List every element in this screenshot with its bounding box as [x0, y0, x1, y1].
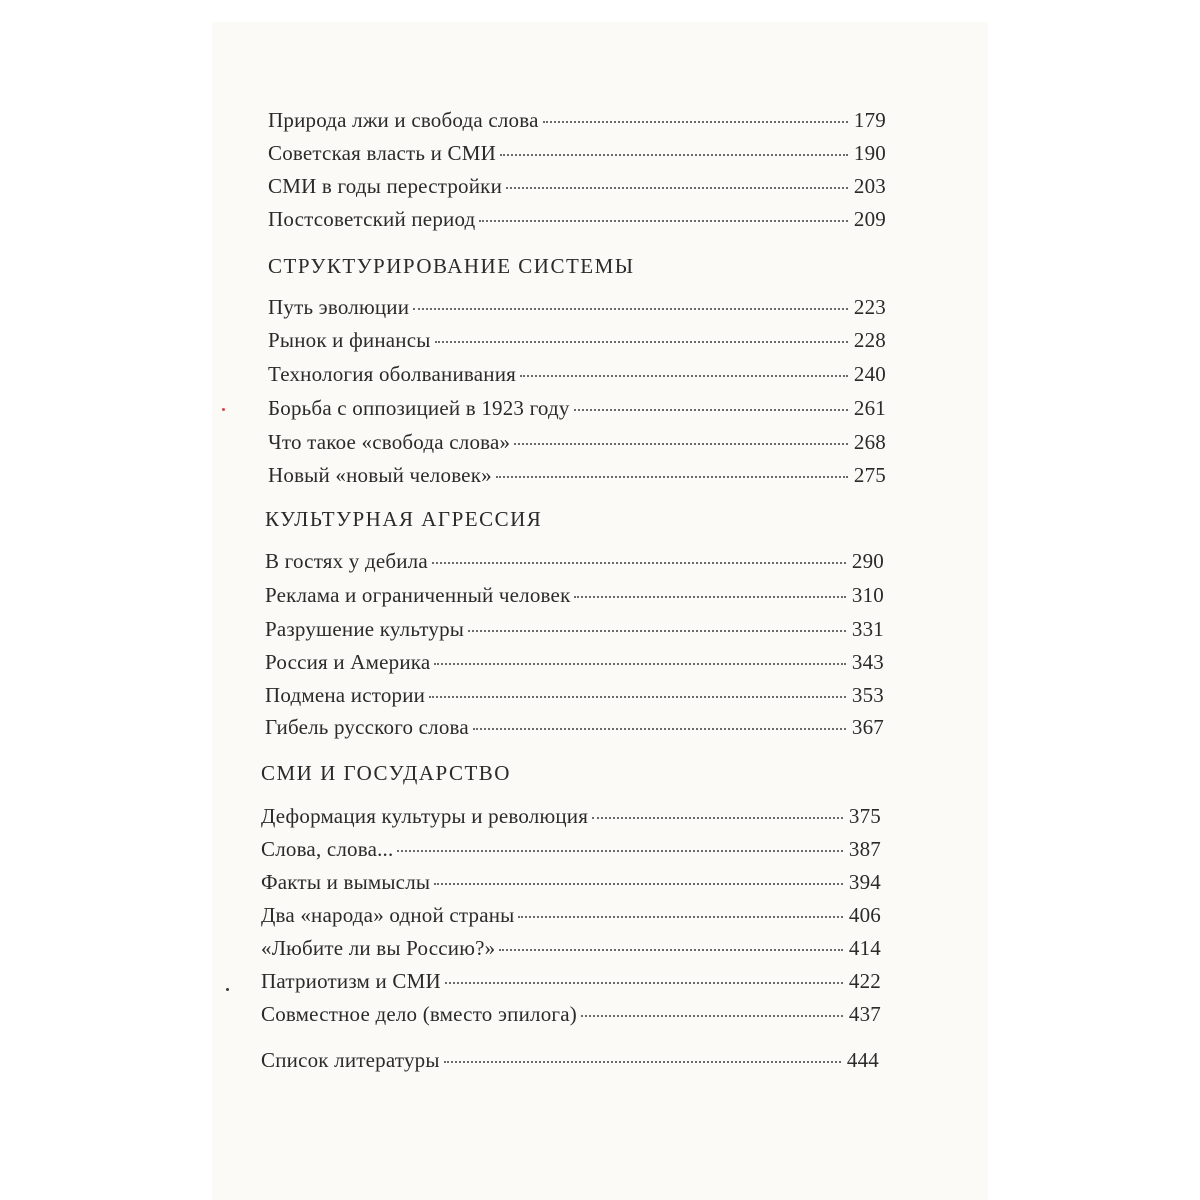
- dot-leader: [518, 916, 842, 918]
- toc-entry: [261, 936, 881, 966]
- dot-leader: [496, 476, 848, 478]
- toc-entry-page-number: 261: [853, 396, 886, 420]
- toc-entry-page-number: 209: [853, 207, 886, 231]
- dot-leader: [574, 596, 845, 598]
- dot-leader: [506, 187, 848, 189]
- toc-entry-title: «Любите ли вы Россию?»: [261, 936, 496, 960]
- toc-entry-page-number: 394: [848, 870, 881, 894]
- margin-mark-red: [222, 408, 225, 411]
- toc-entry: [261, 870, 881, 900]
- toc-entry-title: Что такое «свобода слова»: [268, 430, 511, 454]
- dot-leader: [592, 817, 843, 819]
- toc-entry-page-number: 203: [853, 174, 886, 198]
- toc-entry: [261, 1048, 879, 1078]
- toc-entry-page-number: 310: [851, 583, 884, 607]
- toc-entry-page-number: 343: [851, 650, 884, 674]
- margin-mark-dark: [226, 988, 229, 991]
- dot-leader: [574, 409, 848, 411]
- toc-entry: [265, 650, 884, 680]
- toc-entry-page-number: 422: [848, 969, 881, 993]
- toc-entry-title: Деформация культуры и революция: [261, 804, 589, 828]
- toc-entry: [268, 141, 886, 171]
- toc-entry: [261, 1002, 881, 1032]
- dot-leader: [434, 663, 846, 665]
- toc-entry: [265, 683, 884, 713]
- toc-entry-title: В гостях у дебила: [265, 549, 428, 573]
- toc-entry-page-number: 353: [851, 683, 884, 707]
- toc-entry: [265, 617, 884, 647]
- table-of-contents: [212, 0, 1200, 1200]
- toc-entry-title: Факты и вымыслы: [261, 870, 431, 894]
- toc-entry: [261, 903, 881, 933]
- toc-entry: [265, 549, 884, 579]
- toc-entry: [268, 207, 886, 237]
- section-heading: СТРУКТУРИРОВАНИЕ СИСТЕМЫ: [268, 254, 635, 278]
- toc-entry: [268, 396, 886, 426]
- dot-leader: [499, 949, 843, 951]
- toc-entry: [265, 715, 884, 745]
- toc-entry-page-number: 406: [848, 903, 881, 927]
- dot-leader: [397, 850, 842, 852]
- toc-entry-page-number: 414: [848, 936, 881, 960]
- toc-entry-page-number: 375: [848, 804, 881, 828]
- toc-entry-title: Реклама и ограниченный человек: [265, 583, 571, 607]
- toc-entry: [268, 295, 886, 325]
- toc-entry-page-number: 179: [853, 108, 886, 132]
- toc-entry-title: Советская власть и СМИ: [268, 141, 496, 165]
- dot-leader: [520, 375, 848, 377]
- toc-entry: [265, 583, 884, 613]
- toc-entry: [261, 969, 881, 999]
- toc-entry-title: Путь эволюции: [268, 295, 410, 319]
- dot-leader: [435, 341, 848, 343]
- toc-entry-page-number: 331: [851, 617, 884, 641]
- dot-leader: [500, 154, 848, 156]
- toc-entry-title: Россия и Америка: [265, 650, 431, 674]
- toc-entry-page-number: 275: [853, 463, 886, 487]
- toc-entry: [268, 463, 886, 493]
- dot-leader: [514, 443, 848, 445]
- toc-entry-page-number: 387: [848, 837, 881, 861]
- dot-leader: [473, 728, 846, 730]
- toc-entry-title: Борьба с оппозицией в 1923 году: [268, 396, 570, 420]
- toc-entry: [268, 430, 886, 460]
- dot-leader: [429, 696, 846, 698]
- toc-entry-title: Гибель русского слова: [265, 715, 469, 739]
- toc-entry-title: Совместное дело (вместо эпилога): [261, 1002, 577, 1026]
- dot-leader: [444, 1061, 841, 1063]
- toc-entry-page-number: 268: [853, 430, 886, 454]
- toc-entry: [268, 328, 886, 358]
- toc-entry-title: Разрушение культуры: [265, 617, 465, 641]
- toc-entry: [268, 108, 886, 138]
- dot-leader: [479, 220, 847, 222]
- toc-entry-page-number: 437: [848, 1002, 881, 1026]
- toc-entry-title: Новый «новый человек»: [268, 463, 492, 487]
- dot-leader: [432, 562, 846, 564]
- section-heading: СМИ И ГОСУДАРСТВО: [261, 761, 511, 785]
- dot-leader: [581, 1015, 843, 1017]
- toc-entry-title: Два «народа» одной страны: [261, 903, 515, 927]
- dot-leader: [445, 982, 843, 984]
- toc-entry-title: Подмена истории: [265, 683, 426, 707]
- toc-entry-title: СМИ в годы перестройки: [268, 174, 503, 198]
- toc-entry-title: Рынок и финансы: [268, 328, 431, 352]
- dot-leader: [468, 630, 846, 632]
- toc-entry-page-number: 228: [853, 328, 886, 352]
- dot-leader: [434, 883, 843, 885]
- dot-leader: [413, 308, 848, 310]
- toc-entry-title: Технология оболванивания: [268, 362, 516, 386]
- toc-entry-page-number: 444: [846, 1048, 879, 1072]
- toc-entry: [261, 837, 881, 867]
- section-heading: КУЛЬТУРНАЯ АГРЕССИЯ: [265, 507, 543, 531]
- toc-entry: [268, 174, 886, 204]
- toc-entry: [268, 362, 886, 392]
- toc-entry: [261, 804, 881, 834]
- toc-entry-page-number: 223: [853, 295, 886, 319]
- toc-entry-title: Постсоветский период: [268, 207, 476, 231]
- toc-entry-page-number: 367: [851, 715, 884, 739]
- toc-entry-title: Природа лжи и свобода слова: [268, 108, 539, 132]
- dot-leader: [543, 121, 848, 123]
- toc-entry-title: Патриотизм и СМИ: [261, 969, 441, 993]
- toc-entry-page-number: 190: [853, 141, 886, 165]
- toc-entry-title: Список литературы: [261, 1048, 440, 1072]
- toc-entry-page-number: 290: [851, 549, 884, 573]
- toc-entry-page-number: 240: [853, 362, 886, 386]
- toc-entry-title: Слова, слова...: [261, 837, 394, 861]
